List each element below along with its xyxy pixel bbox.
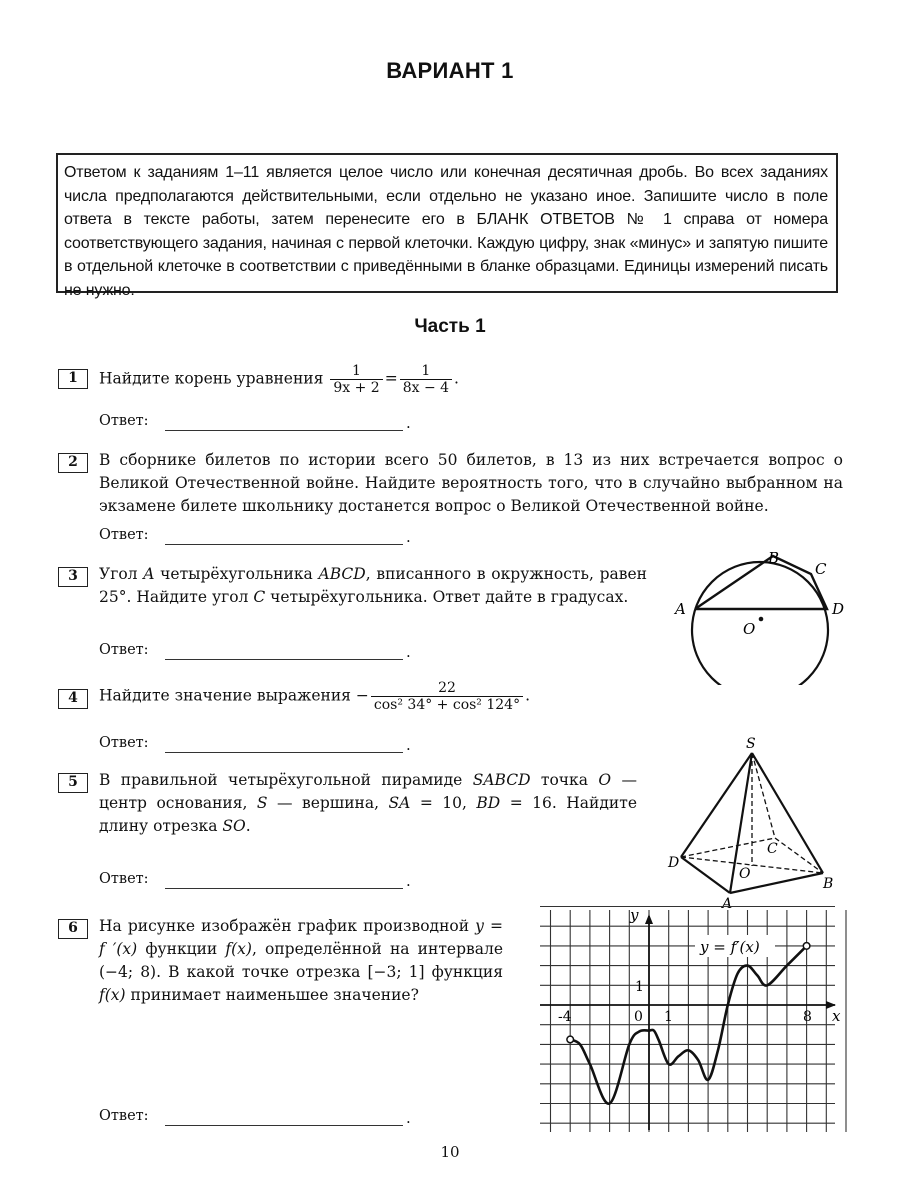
text: .: [245, 817, 251, 835]
text: В правильной четырёхугольной пирамиде: [99, 771, 473, 789]
task-number-1: 1: [58, 369, 88, 389]
answer-label-6: Ответ:: [99, 1108, 149, 1124]
task-number-3: 3: [58, 567, 88, 587]
task-4-prompt: Найдите значение выражения: [99, 686, 351, 705]
answer-period: .: [406, 643, 411, 661]
answer-period: .: [406, 528, 411, 546]
denominator: 8x − 4: [402, 380, 450, 396]
numerator: 1: [330, 363, 382, 380]
minus-sign: −: [355, 686, 369, 705]
numerator: 22: [371, 680, 523, 697]
instructions-box: Ответом к заданиям 1–11 является целое число или конечная десятичная дробь. Во всех заданиях числа предполагаются действительными, если отдельно не указано иное. Запишите число в поле ответа в тексте работы, затем перенесите его в БЛАНК ОТВЕТОВ № 1 справа от номера соответствующего задания, начиная с первой клеточки. Каждую цифру, знак «минус» и запятую пишите в отдельной клеточке в соответствии с приведёнными в бланке образцами. Единицы измерений писать не нужно.: [56, 153, 838, 293]
graph-label: y = f′(x): [700, 938, 760, 956]
tick-label-y-1: 1: [635, 979, 644, 995]
text: = 16. Найдите длину отрезка: [99, 794, 637, 835]
answer-label-3: Ответ:: [99, 642, 149, 658]
pyramid-figure: [660, 730, 850, 910]
task-6-text: [99, 915, 503, 1007]
label-o: O: [739, 866, 751, 882]
task-1-text: Найдите корень уравнения $\frac{1}{9x + 2}$ = $\frac{1}{8x - 4}$ .: [99, 363, 459, 396]
answer-field-6[interactable]: [165, 1125, 403, 1126]
math-var: S: [256, 794, 268, 812]
task-1-prompt: Найдите корень уравнения: [99, 369, 324, 388]
text: функции: [137, 940, 226, 958]
derivative-graph: [530, 900, 850, 1140]
label-c: C: [815, 560, 827, 578]
task-2-text: В сборнике билетов по истории всего 50 билетов, в 13 из них встречается вопрос о Великой Отечественной войне. Найдите вероятность того, что в случайно выбранном на экзамене билете школьнику достанется вопрос о Великой Отечественной войне.: [99, 451, 843, 515]
task-5-text: [99, 769, 637, 838]
text: четырёхугольника: [154, 565, 319, 583]
answer-label-5: Ответ:: [99, 871, 149, 887]
math-var: SO: [222, 817, 246, 835]
inscribed-quadrilateral-figure: [665, 550, 860, 685]
open-endpoint-right: [803, 943, 810, 950]
answer-field-5[interactable]: [165, 888, 403, 889]
label-o: O: [743, 620, 756, 638]
label-a: A: [722, 896, 733, 910]
answer-label-1: Ответ:: [99, 413, 149, 429]
label-b: B: [823, 876, 834, 892]
math-var: SA: [388, 794, 411, 812]
answer-field-4[interactable]: [165, 752, 403, 753]
label-d: D: [832, 600, 845, 618]
task-number-4: 4: [58, 689, 88, 709]
circle: [692, 562, 828, 685]
answer-label-2: Ответ:: [99, 527, 149, 543]
task-number-6: 6: [58, 919, 88, 939]
answer-period: .: [406, 872, 411, 890]
label-c: C: [767, 841, 778, 857]
text: , определённой на интервале (−4; 8). В какой точке отрезка [−3; 1] функция: [99, 940, 503, 981]
denominator: 9x + 2: [333, 380, 380, 396]
answer-period: .: [406, 736, 411, 754]
text: На рисунке изображён график производной: [99, 917, 476, 935]
tick-label-x-neg4: -4: [558, 1009, 572, 1025]
label-b: B: [768, 550, 780, 567]
task-3-text: [99, 563, 647, 609]
label-a: A: [675, 600, 686, 618]
denominator: cos² 34° + cos² 124°: [373, 697, 521, 713]
tick-label-x-1: 1: [664, 1009, 673, 1025]
y-axis-label: y: [630, 906, 639, 924]
math-expr: f(x): [99, 986, 126, 1004]
label-d: D: [668, 855, 680, 871]
answer-period: .: [406, 414, 411, 432]
tick-label-x-0: 0: [634, 1009, 643, 1025]
math-var: SABCD: [472, 771, 531, 789]
variant-title: ВАРИАНТ 1: [386, 58, 514, 83]
numerator: 1: [400, 363, 452, 380]
answer-label-4: Ответ:: [99, 735, 149, 751]
text: — вершина,: [267, 794, 389, 812]
text: = 10,: [410, 794, 477, 812]
text: принимает наименьшее значение?: [125, 986, 419, 1004]
equals-sign: =: [384, 369, 398, 388]
task-number-5: 5: [58, 773, 88, 793]
text: точка: [530, 771, 599, 789]
x-axis-label: x: [832, 1007, 841, 1025]
page-number: 10: [440, 1143, 460, 1161]
answer-field-2[interactable]: [165, 544, 403, 545]
task-4-text: Найдите значение выражения − $\frac{22}{\text{cos² 34° + cos² 124°}}$ .: [99, 680, 531, 713]
task-1-lhs-fraction: [330, 363, 382, 396]
math-expr: f(x): [225, 940, 252, 958]
math-var: A: [143, 565, 155, 583]
text: Угол: [99, 565, 144, 583]
text: четырёхугольника. Ответ дайте в градусах.: [265, 588, 629, 606]
math-var: BD: [476, 794, 501, 812]
answer-period: .: [406, 1109, 411, 1127]
open-endpoint-left: [567, 1036, 574, 1043]
text: , вписанного в окружность, равен 25°. Найдите угол: [99, 565, 647, 606]
math-expr: y = f ′(x): [99, 917, 503, 958]
math-var: ABCD: [318, 565, 366, 583]
center-point-o: [759, 617, 764, 622]
math-var: O: [598, 771, 612, 789]
answer-field-3[interactable]: [165, 659, 403, 660]
task-4-fraction: [371, 680, 523, 713]
label-s: S: [746, 736, 756, 752]
y-axis-arrow-icon: [645, 914, 653, 924]
text: — центр основания,: [99, 771, 637, 812]
task-number-2: 2: [58, 453, 88, 473]
part-title: Часть 1: [414, 316, 486, 337]
task-1-rhs-fraction: [400, 363, 452, 396]
tick-label-x-8: 8: [803, 1009, 812, 1025]
answer-field-1[interactable]: [165, 430, 403, 431]
math-var: C: [253, 588, 266, 606]
